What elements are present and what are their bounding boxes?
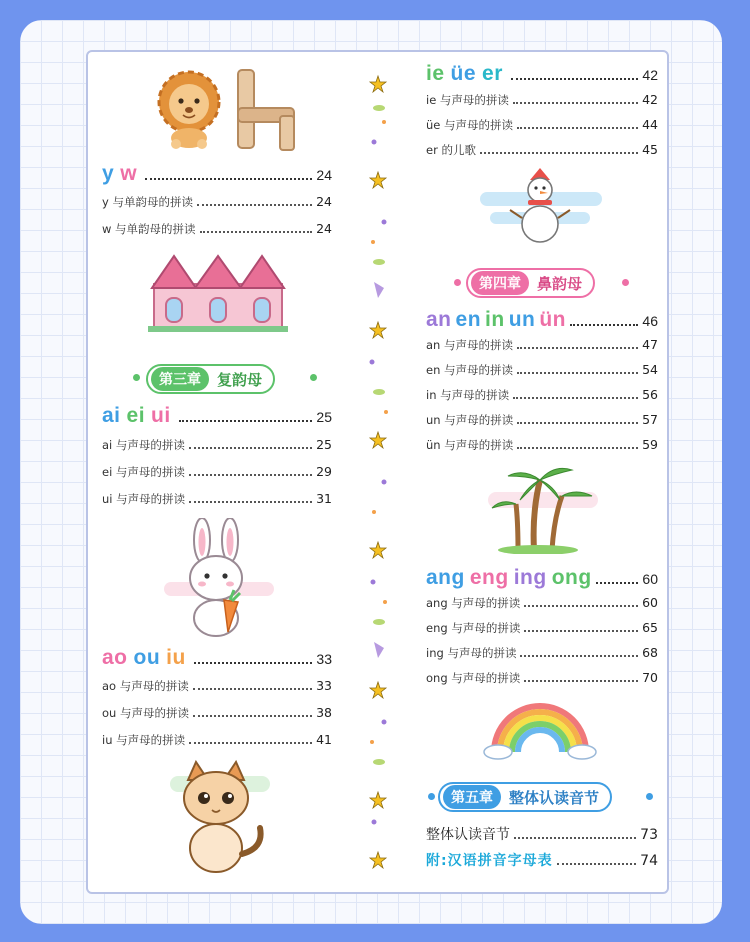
toc-row[interactable]: [426, 142, 658, 158]
toc-row-label: eng 与声母的拼读: [426, 621, 521, 635]
decor-dot: [428, 793, 435, 800]
toc-row-label: ang 与声母的拼读: [426, 596, 521, 610]
syllable: en: [455, 308, 482, 331]
syllable: ei: [126, 404, 146, 427]
toc-row[interactable]: [102, 491, 332, 507]
chapter-title: 鼻韵母: [537, 274, 583, 293]
page-number: 60: [642, 595, 658, 610]
toc-row[interactable]: [426, 670, 658, 686]
leader-dots: [524, 630, 638, 632]
page-number: 42: [642, 67, 658, 83]
page-number: 42: [642, 92, 658, 107]
leader-dots: [197, 204, 312, 206]
toc-row[interactable]: [102, 705, 332, 721]
page-number: 70: [642, 670, 658, 685]
decorative-stars-column: [364, 62, 394, 892]
leader-dots: [514, 837, 636, 839]
page-number: 57: [642, 412, 658, 427]
page-number: 25: [316, 409, 332, 425]
chapter-title: 复韵母: [217, 370, 263, 389]
leader-dots: [513, 397, 638, 399]
lion-icon: [150, 68, 228, 150]
leader-dots: [517, 127, 638, 129]
toc-row[interactable]: [426, 412, 658, 428]
syllable: er: [482, 62, 503, 85]
toc-row-whole-syllables[interactable]: [426, 824, 658, 844]
toc-row-label: ou 与声母的拼读: [102, 706, 189, 720]
toc-row-label: ui 与声母的拼读: [102, 492, 186, 506]
section-yw-heading[interactable]: [102, 162, 332, 186]
page-number: 56: [642, 387, 658, 402]
toc-row[interactable]: [426, 337, 658, 353]
toc-row[interactable]: [426, 362, 658, 378]
leader-dots: [189, 742, 312, 744]
palm-trees-icon: [488, 462, 598, 554]
leader-dots: [557, 863, 637, 865]
rainbow-icon: [482, 696, 598, 760]
toc-row-label: an 与声母的拼读: [426, 338, 513, 352]
cat-icon: [160, 758, 280, 876]
snowman-icon: [476, 168, 606, 246]
bunny-icon: [164, 518, 274, 640]
chapter-4-badge[interactable]: [466, 268, 595, 298]
syllable: ou: [133, 646, 161, 669]
toc-row[interactable]: [102, 732, 332, 748]
leader-dots: [517, 422, 638, 424]
toc-row-label: 附:汉语拼音字母表: [426, 853, 553, 869]
toc-row-label: in 与声母的拼读: [426, 388, 510, 402]
page-number: 24: [316, 167, 332, 183]
chair-icon: [228, 64, 302, 154]
leader-dots: [189, 447, 312, 449]
page-number: 44: [642, 117, 658, 132]
page-number: 31: [316, 491, 332, 506]
leader-dots: [513, 102, 638, 104]
chapter-3-badge[interactable]: [146, 364, 275, 394]
section-aoouiu-heading[interactable]: [102, 646, 332, 670]
section-ieueer-heading[interactable]: [426, 62, 658, 86]
page-number: 60: [642, 571, 658, 587]
leader-dots: [179, 420, 313, 422]
toc-row[interactable]: [102, 464, 332, 480]
toc-row-label: ing 与声母的拼读: [426, 646, 517, 660]
leader-dots: [524, 680, 638, 682]
page-number: 33: [316, 651, 332, 667]
right-column: [426, 52, 658, 892]
leader-dots: [189, 501, 312, 503]
page-number: 73: [640, 827, 658, 843]
toc-row-label: ong 与声母的拼读: [426, 671, 521, 685]
syllable: ing: [513, 566, 547, 589]
toc-row-label: en 与声母的拼读: [426, 363, 514, 377]
toc-row[interactable]: [426, 645, 658, 661]
decor-dot: [310, 374, 317, 381]
leader-dots: [200, 231, 313, 233]
page-number: 24: [316, 194, 332, 209]
toc-row-label: iu 与声母的拼读: [102, 733, 186, 747]
syllable: ai: [102, 404, 121, 427]
toc-row-label: w 与单韵母的拼读: [102, 222, 196, 236]
toc-row-label: ie 与声母的拼读: [426, 93, 509, 107]
syllable: ao: [102, 646, 128, 669]
syllable: un: [508, 308, 536, 331]
toc-row[interactable]: [426, 117, 658, 133]
decor-dot: [133, 374, 140, 381]
toc-row[interactable]: [426, 387, 658, 403]
leader-dots: [193, 715, 312, 717]
leader-dots: [517, 347, 638, 349]
toc-row-label: üe 与声母的拼读: [426, 118, 514, 132]
chapter-number: 第五章: [443, 785, 501, 809]
leader-dots: [517, 372, 638, 374]
page-number: 68: [642, 645, 658, 660]
page-number: 74: [640, 853, 658, 869]
page-number: 59: [642, 437, 658, 452]
decor-dot: [622, 279, 629, 286]
toc-row-label: ei 与声母的拼读: [102, 465, 185, 479]
leader-dots: [570, 324, 638, 326]
toc-row[interactable]: [102, 194, 332, 210]
page-number: 46: [642, 313, 658, 329]
toc-row-appendix[interactable]: [426, 850, 658, 870]
decor-dot: [646, 793, 653, 800]
toc-page: [86, 50, 669, 894]
house-icon: [148, 248, 288, 334]
toc-row[interactable]: [102, 678, 332, 694]
toc-row-label: ai 与声母的拼读: [102, 438, 185, 452]
leader-dots: [193, 688, 312, 690]
chapter-number: 第三章: [151, 367, 209, 391]
syllable: y: [102, 162, 115, 185]
syllable: in: [485, 308, 505, 331]
page-number: 25: [316, 437, 332, 452]
toc-row-label: ün 与声母的拼读: [426, 438, 514, 452]
leader-dots: [520, 655, 638, 657]
left-column: [102, 52, 332, 892]
leader-dots: [189, 474, 312, 476]
toc-row[interactable]: [426, 437, 658, 453]
toc-row-label: y 与单韵母的拼读: [102, 195, 193, 209]
toc-row-label: er 的儿歌: [426, 143, 476, 157]
syllable: ün: [539, 308, 567, 331]
toc-row-label: un 与声母的拼读: [426, 413, 514, 427]
syllable: ie: [426, 62, 445, 85]
toc-row-label: 整体认读音节: [426, 827, 510, 843]
page-number: 65: [642, 620, 658, 635]
section-aieiui-heading[interactable]: [102, 404, 332, 428]
page-number: 24: [316, 221, 332, 236]
chapter-number: 第四章: [471, 271, 529, 295]
decor-dot: [454, 279, 461, 286]
page-number: 45: [642, 142, 658, 157]
toc-row[interactable]: [426, 620, 658, 636]
page-number: 41: [316, 732, 332, 747]
syllable: ang: [426, 566, 465, 589]
leader-dots: [480, 152, 638, 154]
section-nasal1-heading[interactable]: [426, 308, 658, 332]
leader-dots: [524, 605, 638, 607]
page-number: 47: [642, 337, 658, 352]
chapter-title: 整体认读音节: [509, 788, 600, 807]
page-number: 54: [642, 362, 658, 377]
toc-row[interactable]: [102, 221, 332, 237]
syllable: an: [426, 308, 452, 331]
toc-row[interactable]: [426, 595, 658, 611]
section-nasal2-heading[interactable]: [426, 566, 658, 590]
leader-dots: [596, 582, 639, 584]
toc-row-label: ao 与声母的拼读: [102, 679, 189, 693]
page-number: 38: [316, 705, 332, 720]
syllable: w: [120, 162, 138, 185]
leader-dots: [194, 662, 313, 664]
syllable: iu: [166, 646, 186, 669]
toc-row[interactable]: [102, 437, 332, 453]
syllable: ong: [551, 566, 592, 589]
chapter-5-badge[interactable]: [438, 782, 612, 812]
page-number: 33: [316, 678, 332, 693]
syllable: ui: [151, 404, 171, 427]
leader-dots: [511, 78, 639, 80]
leader-dots: [145, 178, 312, 180]
syllable: eng: [469, 566, 509, 589]
leader-dots: [517, 447, 638, 449]
syllable: üe: [450, 62, 477, 85]
toc-row[interactable]: [426, 92, 658, 108]
page-number: 29: [316, 464, 332, 479]
